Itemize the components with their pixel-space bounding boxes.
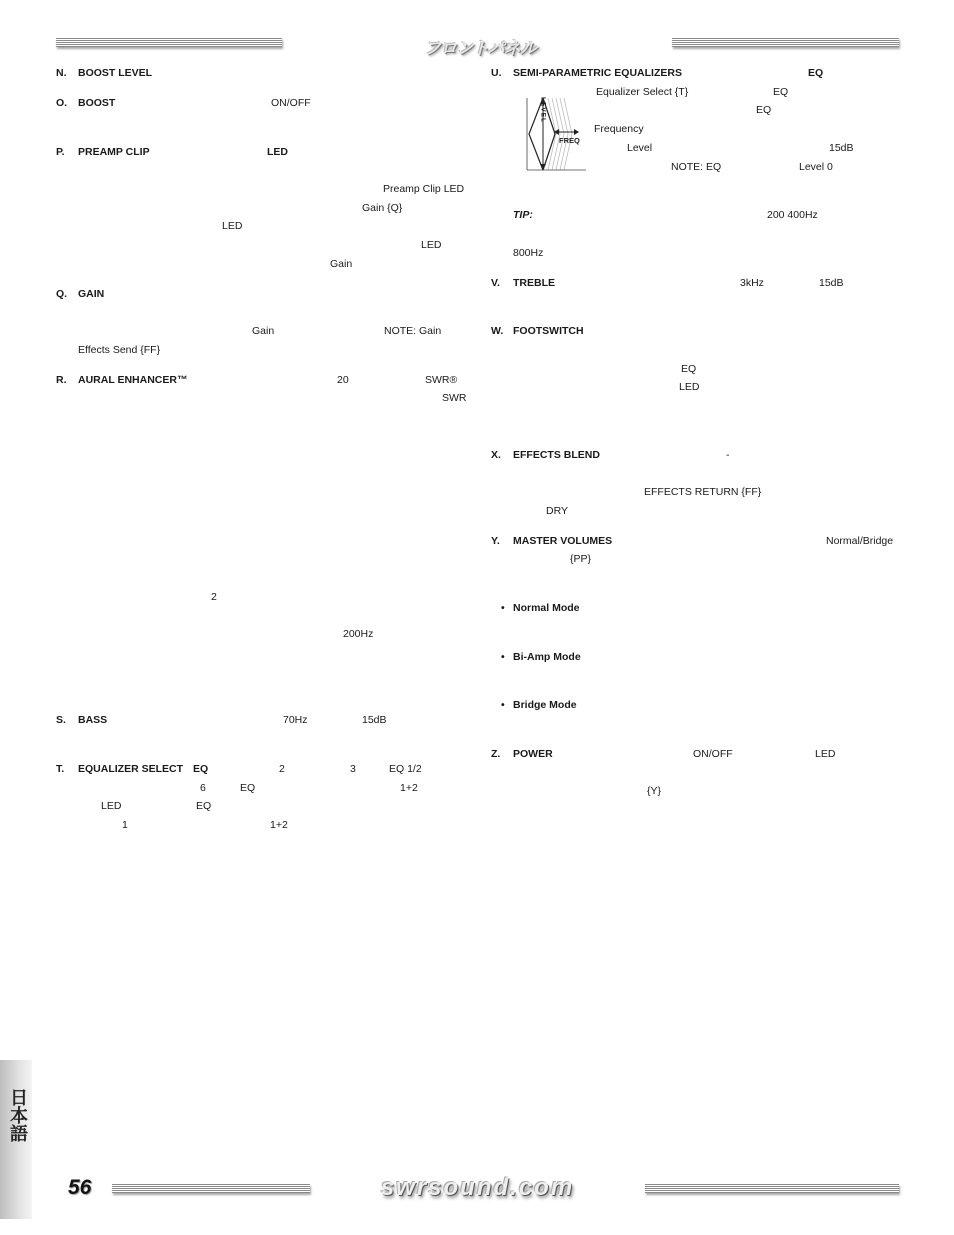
text-fragment: Gain xyxy=(252,325,275,337)
header-rule-right xyxy=(672,38,899,47)
text-fragment: Frequency xyxy=(594,123,644,135)
item-letter: O. xyxy=(56,97,68,109)
item-label-aural-enhancer: AURAL ENHANCER™ xyxy=(78,374,188,386)
text-fragment: 15dB xyxy=(819,277,844,289)
item-letter: X. xyxy=(491,449,501,461)
item-letter: Q. xyxy=(56,288,68,300)
text-fragment: EQ xyxy=(773,86,789,98)
item-label-bass: BASS xyxy=(78,714,108,726)
item-label-boost: BOOST xyxy=(78,97,116,109)
text-fragment: 200Hz xyxy=(343,628,374,640)
text-fragment: EQ xyxy=(756,104,772,116)
item-letter: T. xyxy=(56,763,65,775)
text-fragment: SWR xyxy=(442,392,467,404)
item-label-effects-blend: EFFECTS BLEND xyxy=(513,449,600,461)
text-fragment: Gain xyxy=(330,258,353,270)
item-label-equalizer-select: EQUALIZER SELECT xyxy=(78,763,184,775)
item-letter: V. xyxy=(491,277,500,289)
text-fragment: - xyxy=(726,449,730,461)
text-fragment: Effects Send {FF} xyxy=(78,344,161,356)
text-fragment: 200 400Hz xyxy=(767,209,818,221)
text-fragment: 1+2 xyxy=(270,819,288,831)
item-label-semi-parametric-equalizers: SEMI-PARAMETRIC EQUALIZERS xyxy=(513,67,682,79)
text-fragment: LED xyxy=(815,748,836,760)
item-label-extra: EQ xyxy=(808,67,824,79)
item-letter: P. xyxy=(56,146,65,158)
text-fragment: ON/OFF xyxy=(271,97,311,109)
header-rule-left xyxy=(56,38,282,47)
text-fragment: 3 xyxy=(350,763,356,775)
bullet: • xyxy=(501,651,505,663)
text-fragment: {PP} xyxy=(570,553,592,565)
text-fragment: EQ 1/2 xyxy=(389,763,422,775)
item-letter: S. xyxy=(56,714,66,726)
item-letter: U. xyxy=(491,67,502,79)
text-fragment: 15dB xyxy=(829,142,854,154)
text-fragment: LED xyxy=(421,239,442,251)
item-label-preamp-clip: PREAMP CLIP xyxy=(78,146,150,158)
text-fragment: NOTE: EQ xyxy=(671,161,722,173)
text-fragment: 15dB xyxy=(362,714,387,726)
text-fragment: SWR® xyxy=(425,374,458,386)
text-fragment: EFFECTS RETURN {FF} xyxy=(644,486,762,498)
item-label-extra: EQ xyxy=(193,763,209,775)
text-fragment: Equalizer Select {T} xyxy=(596,86,689,98)
item-label-extra: LED xyxy=(267,146,288,158)
text-fragment: ON/OFF xyxy=(693,748,733,760)
eq-freq-label: FREQ xyxy=(559,136,580,145)
text-fragment: Level xyxy=(627,142,653,154)
tip-label: TIP: xyxy=(513,209,533,221)
item-letter: W. xyxy=(491,325,504,337)
item-label-master-volumes: MASTER VOLUMES xyxy=(513,535,613,547)
text-fragment: Gain {Q} xyxy=(362,202,403,214)
item-label-treble: TREBLE xyxy=(513,277,555,289)
text-fragment: LED xyxy=(679,381,700,393)
text-fragment: 3kHz xyxy=(740,277,764,289)
text-fragment: LED xyxy=(101,800,122,812)
page-header-title: フロントパネル xyxy=(424,39,536,58)
item-letter: Y. xyxy=(491,535,500,547)
page-number: 56 xyxy=(68,1176,92,1199)
mode-normal-label: Normal Mode xyxy=(513,602,580,614)
text-fragment: 1+2 xyxy=(400,782,418,794)
mode-bridge-label: Bridge Mode xyxy=(513,699,577,711)
item-label-power: POWER xyxy=(513,748,553,760)
eq-level-label: LEVEL xyxy=(539,97,547,123)
text-fragment: Preamp Clip LED xyxy=(383,183,465,195)
bullet: • xyxy=(501,602,505,614)
text-fragment: Normal/Bridge xyxy=(826,535,894,547)
text-fragment: 2 xyxy=(279,763,285,775)
item-letter: Z. xyxy=(491,748,501,760)
text-fragment: NOTE: Gain xyxy=(384,325,442,337)
text-fragment: 800Hz xyxy=(513,247,544,259)
text-fragment: 20 xyxy=(337,374,349,386)
text-fragment: Level 0 xyxy=(799,161,833,173)
bullet: • xyxy=(501,699,505,711)
item-label-boost-level: BOOST LEVEL xyxy=(78,67,153,79)
text-fragment: 1 xyxy=(122,819,128,831)
text-fragment: EQ xyxy=(681,363,697,375)
text-fragment: LED xyxy=(222,220,243,232)
text-fragment: 70Hz xyxy=(283,714,308,726)
item-letter: N. xyxy=(56,67,67,79)
footer-rule-right xyxy=(645,1184,899,1193)
item-letter: R. xyxy=(56,374,67,386)
text-fragment: EQ xyxy=(240,782,256,794)
text-fragment: 6 xyxy=(200,782,206,794)
language-tab-label: 日本語 xyxy=(8,1088,28,1142)
footer-website: swrsound.com xyxy=(380,1174,575,1201)
text-fragment: 2 xyxy=(211,591,217,603)
text-fragment: {Y} xyxy=(647,785,662,797)
item-label-footswitch: FOOTSWITCH xyxy=(513,325,584,337)
item-label-gain: GAIN xyxy=(78,288,105,300)
eq-curve-diagram xyxy=(526,96,590,172)
text-fragment: DRY xyxy=(546,505,568,517)
footer-rule-left xyxy=(112,1184,310,1193)
mode-bi-amp-label: Bi-Amp Mode xyxy=(513,651,581,663)
text-fragment: EQ xyxy=(196,800,212,812)
